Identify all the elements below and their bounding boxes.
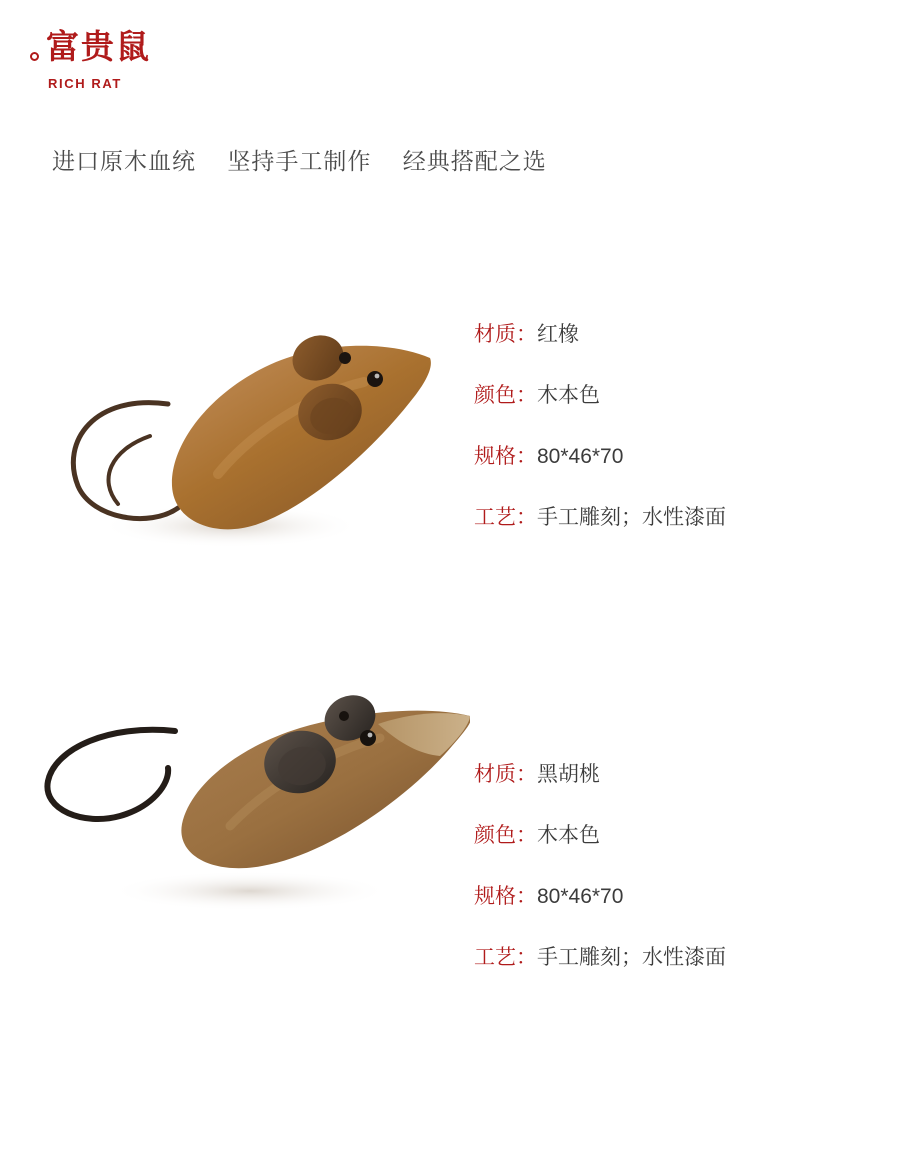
spec-value: 手工雕刻；水性漆面: [537, 506, 726, 530]
spec-label: 材质：: [474, 323, 537, 347]
spec-value: 黑胡桃: [537, 763, 600, 787]
spec-row: [474, 323, 900, 346]
circle-outline-icon: [30, 52, 39, 61]
spec-row: [474, 946, 900, 969]
spec-value: 木本色: [537, 384, 600, 408]
tagline-part-3: 经典搭配之选: [402, 148, 547, 175]
spec-row: [474, 763, 900, 786]
spec-label: 工艺：: [474, 946, 537, 970]
spec-row: [474, 885, 900, 908]
product-image-black-walnut: [0, 676, 470, 1056]
spec-value: 红橡: [537, 323, 579, 347]
spec-value: 80*46*70: [537, 445, 624, 469]
product-block-red-oak: [0, 236, 900, 616]
spec-row: [474, 445, 900, 468]
product-block-black-walnut: [0, 676, 900, 1056]
tagline-part-1: 进口原木血统: [52, 148, 196, 175]
title-row: [30, 26, 900, 67]
spec-label: 工艺：: [474, 506, 537, 530]
product-image-red-oak: [0, 236, 470, 616]
spec-value: 手工雕刻；水性漆面: [537, 946, 726, 970]
page-subtitle-en: RICH RAT: [48, 76, 122, 92]
spec-row: [474, 824, 900, 847]
spec-label: 规格：: [474, 885, 537, 909]
red-oak-mouse-illustration: [0, 236, 470, 616]
spec-label: 颜色：: [474, 824, 537, 848]
spec-value: 80*46*70: [537, 885, 624, 909]
page-header: [0, 0, 900, 91]
spec-label: 材质：: [474, 763, 537, 787]
tagline: [52, 143, 900, 176]
tagline-part-2: 坚持手工制作: [227, 148, 372, 175]
spec-list-red-oak: [470, 323, 900, 529]
black-walnut-mouse-illustration: [0, 676, 470, 1006]
spec-list-black-walnut: [470, 763, 900, 969]
page-title: 富贵鼠: [46, 28, 151, 65]
spec-row: [474, 506, 900, 529]
spec-value: 木本色: [537, 824, 600, 848]
spec-label: 颜色：: [474, 384, 537, 408]
spec-label: 规格：: [474, 445, 537, 469]
spec-row: [474, 384, 900, 407]
